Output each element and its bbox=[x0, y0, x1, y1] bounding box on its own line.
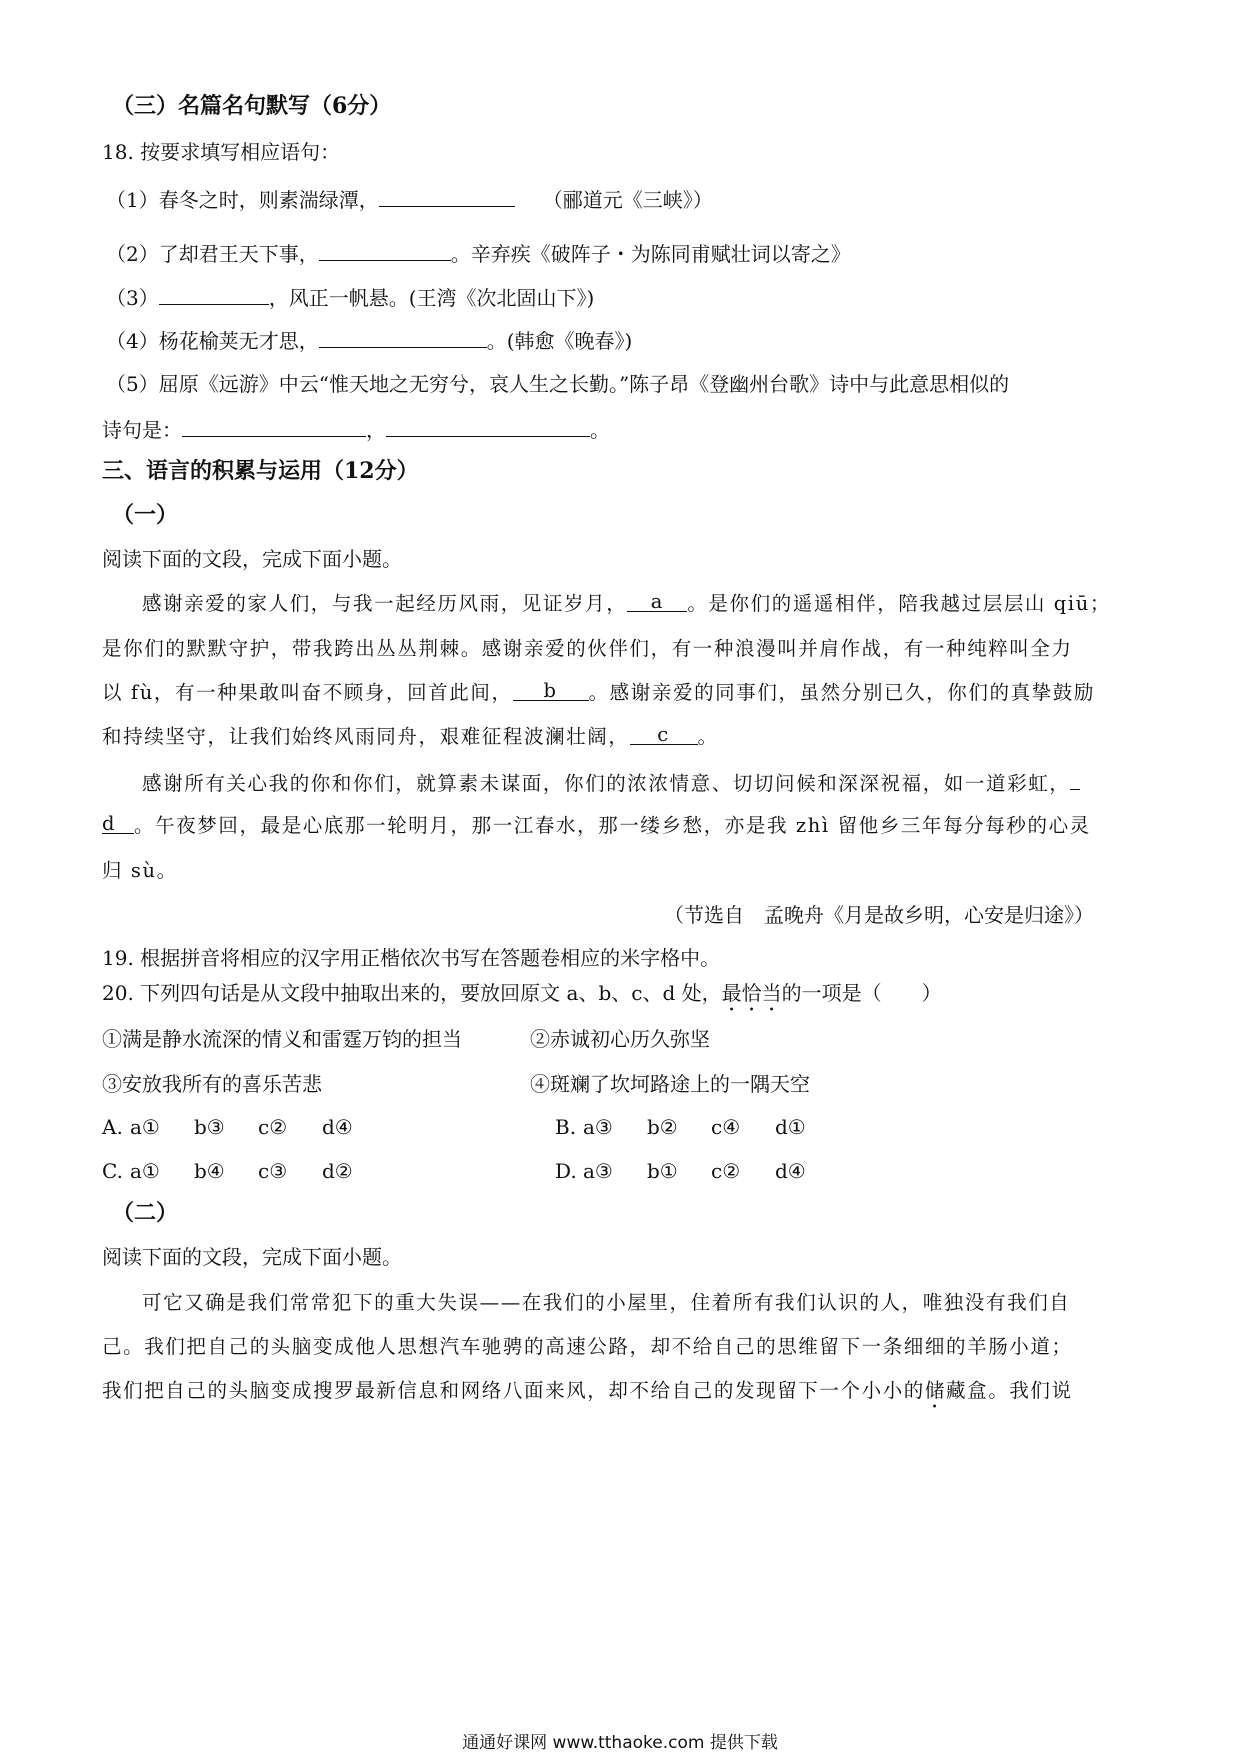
answer-blank[interactable] bbox=[319, 327, 487, 348]
passage-line bbox=[102, 1378, 1073, 1413]
q18-item-2 bbox=[106, 240, 851, 267]
period: 。 bbox=[590, 418, 610, 442]
passage-text: 。 bbox=[697, 725, 719, 748]
choice-part: a① bbox=[130, 1115, 160, 1139]
q18-item-4-source: 。(韩愈《晚春》) bbox=[486, 329, 633, 353]
sentence-option-2: ②赤诚初心历久弥坚 bbox=[530, 1027, 710, 1051]
choice-label: D. bbox=[555, 1159, 577, 1183]
passage-text: 和持续坚守，让我们始终风雨同舟，艰难征程波澜壮阔， bbox=[102, 725, 630, 748]
choice-part: d④ bbox=[322, 1115, 353, 1139]
reading-instruction: 阅读下面的文段，完成下面小题。 bbox=[102, 1245, 402, 1269]
q18-item-3 bbox=[106, 284, 594, 311]
question-19: 19. 根据拼音将相应的汉字用正楷依次书写在答题卷相应的米字格中。 bbox=[102, 946, 721, 970]
comma: ， bbox=[366, 418, 386, 442]
part-title: 三、语言的积累与运用（12分） bbox=[102, 458, 419, 484]
q18-item-4 bbox=[106, 327, 632, 354]
answer-blank[interactable] bbox=[379, 186, 515, 207]
passage-line: 可它又确是我们常常犯下的重大失误——在我们的小屋里，住着所有我们认识的人，唯独没有我们自 bbox=[142, 1291, 1071, 1314]
answer-blank[interactable] bbox=[182, 416, 366, 437]
choice-part: c② bbox=[711, 1159, 741, 1183]
passage-line: 己。我们把自己的头脑变成他人思想汽车驰骋的高速公路，却不给自己的思维留下一条细细的羊肠小道； bbox=[102, 1335, 1073, 1358]
q18-item-5: （5）屈原《远游》中云“惟天地之无穷兮，哀人生之长勤。”陈子昂《登幽州台歌》诗中与此意思相似的 bbox=[106, 372, 1010, 396]
passage-text: 感谢所有关心我的你和你们，就算素未谋面，你们的浓浓情意、切切问候和深深祝福，如一道彩虹， bbox=[142, 772, 1071, 795]
passage-text: 藏盒。我们说 bbox=[946, 1379, 1073, 1402]
answer-blank-stub bbox=[1070, 769, 1080, 790]
q18-item-4-text: （4）杨花榆荚无才思， bbox=[106, 329, 319, 353]
passage-line bbox=[142, 769, 1080, 797]
choice-part: c④ bbox=[711, 1115, 741, 1139]
passage-line bbox=[102, 813, 1091, 839]
choice-D[interactable] bbox=[555, 1158, 839, 1184]
choice-C[interactable] bbox=[102, 1158, 386, 1184]
answer-blank-d[interactable]: d bbox=[102, 813, 134, 834]
choice-part: a③ bbox=[583, 1115, 613, 1139]
choice-part: b③ bbox=[194, 1115, 225, 1139]
subsection-title: （一） bbox=[112, 502, 179, 528]
passage-source: （节选自 孟晚舟《月是故乡明，心安是归途》） bbox=[664, 903, 1094, 927]
choice-part: c③ bbox=[258, 1159, 288, 1183]
answer-blank[interactable] bbox=[386, 416, 590, 437]
choice-part: a③ bbox=[583, 1159, 613, 1183]
choice-label: B. bbox=[555, 1115, 577, 1139]
choice-part: b① bbox=[647, 1159, 678, 1183]
choice-part: d① bbox=[775, 1115, 806, 1139]
passage-line bbox=[142, 591, 1111, 617]
choice-part: b② bbox=[647, 1115, 678, 1139]
q18-item-5-label: 诗句是： bbox=[102, 418, 182, 442]
answer-blank-b[interactable]: b bbox=[513, 680, 589, 701]
choice-part: d② bbox=[322, 1159, 353, 1183]
q18-item-1 bbox=[106, 186, 713, 213]
q18-item-3-text: （3） bbox=[106, 286, 159, 310]
passage-text: 感谢亲爱的家人们，与我一起经历风雨，见证岁月， bbox=[142, 592, 628, 615]
choice-A[interactable] bbox=[102, 1114, 386, 1140]
choice-part: a① bbox=[130, 1159, 160, 1183]
passage-text: 。是你们的遥遥相伴，陪我越过层层山 qiū； bbox=[687, 592, 1111, 615]
question-18-stem: 18. 按要求填写相应语句： bbox=[102, 140, 341, 164]
answer-blank[interactable] bbox=[159, 284, 269, 305]
q18-item-2-text: （2）了却君王天下事， bbox=[106, 242, 319, 266]
q18-item-1-source: （郦道元《三峡》） bbox=[542, 188, 713, 212]
section-title: （三）名篇名句默写（6分） bbox=[112, 93, 392, 119]
choice-part: b④ bbox=[194, 1159, 225, 1183]
passage-text: 。午夜梦回，最是心底那一轮明月，那一江春水，那一缕乡愁，亦是我 zhì 留他乡三年每分每秒的心灵 bbox=[134, 814, 1091, 837]
choice-label: A. bbox=[102, 1115, 123, 1139]
passage-line: 是你们的默默守护，带我跨出丛丛荆棘。感谢亲爱的伙伴们，有一种浪漫叫并肩作战，有一种纯粹叫全力 bbox=[102, 637, 1073, 660]
q18-item-1-text: （1）春冬之时，则素湍绿潭， bbox=[106, 188, 379, 212]
passage-line bbox=[102, 680, 1095, 706]
emphasized-text: 最恰当 bbox=[721, 981, 782, 1005]
choice-B[interactable] bbox=[555, 1114, 839, 1140]
page-footer: 通通好课网 www.tthaoke.com 提供下载 bbox=[462, 1733, 778, 1753]
question-20-stem bbox=[102, 980, 942, 1016]
choice-part: d④ bbox=[775, 1159, 806, 1183]
answer-blank-c[interactable]: c bbox=[630, 724, 698, 745]
q18-item-3-source: ，风正一帆悬。(王湾《次北固山下》) bbox=[268, 286, 595, 310]
q18-item-2-source: 。辛弃疾《破阵子・为陈同甫赋壮词以寄之》 bbox=[450, 242, 851, 266]
passage-text: 我们把自己的头脑变成搜罗最新信息和网络八面来风，却不给自己的发现留下一个小小的 bbox=[102, 1379, 925, 1402]
passage-line bbox=[102, 724, 719, 750]
sentence-option-1: ①满是静水流深的情义和雷霆万钧的担当 bbox=[102, 1027, 462, 1051]
passage-line: 归 sù。 bbox=[102, 859, 178, 882]
reading-instruction: 阅读下面的文段，完成下面小题。 bbox=[102, 547, 402, 571]
passage-text: 以 fù，有一种果敢叫奋不顾身，回首此间， bbox=[102, 681, 513, 704]
choice-label: C. bbox=[102, 1159, 123, 1183]
q20-text: 20. 下列四句话是从文段中抽取出来的，要放回原文 a、b、c、d 处， bbox=[102, 981, 722, 1005]
choice-part: c② bbox=[258, 1115, 288, 1139]
q20-text: 的一项是（ ） bbox=[781, 981, 942, 1005]
q18-item-5-answer-line bbox=[102, 416, 610, 443]
answer-blank[interactable] bbox=[319, 240, 451, 261]
answer-blank-a[interactable]: a bbox=[627, 591, 687, 612]
sentence-option-4: ④斑斓了坎坷路途上的一隅天空 bbox=[530, 1072, 810, 1096]
sentence-option-3: ③安放我所有的喜乐苦悲 bbox=[102, 1072, 322, 1096]
emphasized-text: 储 bbox=[924, 1379, 947, 1402]
subsection-title: （二） bbox=[112, 1200, 179, 1226]
passage-text: 。感谢亲爱的同事们，虽然分别已久，你们的真挚鼓励 bbox=[588, 681, 1095, 704]
